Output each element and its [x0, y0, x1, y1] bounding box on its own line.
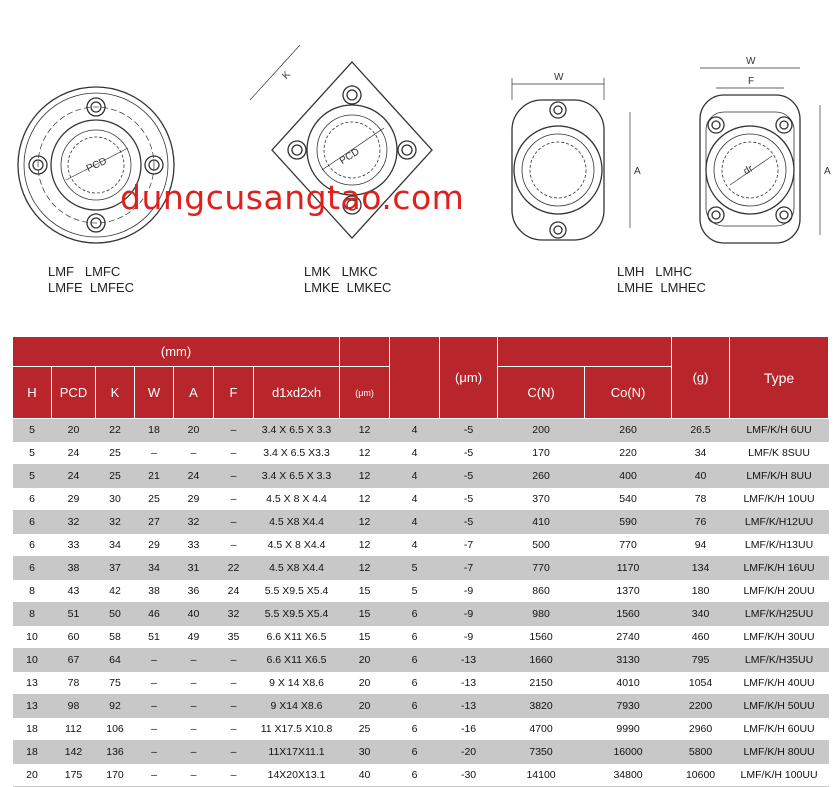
cell-co-n: 260	[585, 419, 672, 442]
cell-co-n: 3130	[585, 649, 672, 672]
cell-c1: 12	[340, 442, 390, 465]
cell-c-n: 500	[498, 534, 585, 557]
cell-c-n: 170	[498, 442, 585, 465]
table-row	[13, 442, 829, 465]
cell-f: –	[214, 511, 254, 534]
cell-c-n: 4700	[498, 718, 585, 741]
cell-w: –	[135, 764, 174, 787]
cell-d1xd2xh: 4.5 X8 X4.4	[254, 511, 340, 534]
cell-k: 22	[96, 419, 135, 442]
w-dimension-label: W	[554, 72, 564, 83]
cell-c2: 5	[390, 557, 440, 580]
cut-flange-drawing	[512, 78, 630, 240]
cell-co-n: 770	[585, 534, 672, 557]
cell-c1: 12	[340, 488, 390, 511]
cell-a: –	[174, 764, 214, 787]
cell-d1xd2xh: 3.4 X 6.5 X 3.3	[254, 419, 340, 442]
cut-flange-model-line-1: LMH LMHC	[617, 264, 693, 279]
cell-d1xd2xh: 3.4 X 6.5 X3.3	[254, 442, 340, 465]
cell-c1: 12	[340, 557, 390, 580]
cell-c1: 15	[340, 626, 390, 649]
cell-type: LMF/K/H 20UU	[730, 580, 829, 603]
cell-c-n: 2150	[498, 672, 585, 695]
cell-h: 5	[13, 465, 52, 488]
cell-c2: 4	[390, 534, 440, 557]
cell-w: –	[135, 718, 174, 741]
cell-c1: 20	[340, 649, 390, 672]
cell-h: 6	[13, 534, 52, 557]
cell-k: 58	[96, 626, 135, 649]
cell-c-n: 410	[498, 511, 585, 534]
cell-d1xd2xh: 4.5 X8 X4.4	[254, 557, 340, 580]
cell-h: 8	[13, 580, 52, 603]
table-row	[13, 626, 829, 649]
cell-a: –	[174, 442, 214, 465]
cell-k: 25	[96, 465, 135, 488]
cell-weight: 1054	[672, 672, 730, 695]
cell-co-n: 7930	[585, 695, 672, 718]
cell-tolerance: -5	[440, 488, 498, 511]
cell-c-n: 370	[498, 488, 585, 511]
cell-h: 8	[13, 603, 52, 626]
cell-pcd: 24	[52, 465, 96, 488]
cut-flange-front-drawing	[700, 68, 820, 243]
table-row	[13, 580, 829, 603]
cell-w: 18	[135, 419, 174, 442]
cell-f: 22	[214, 557, 254, 580]
cell-c1: 20	[340, 695, 390, 718]
cell-tolerance: -7	[440, 557, 498, 580]
cell-co-n: 2740	[585, 626, 672, 649]
cell-weight: 2200	[672, 695, 730, 718]
cell-type: LMF/K/H12UU	[730, 511, 829, 534]
cell-a: 29	[174, 488, 214, 511]
cell-a: 49	[174, 626, 214, 649]
cell-tolerance: -7	[440, 534, 498, 557]
cell-c-n: 980	[498, 603, 585, 626]
cell-c-n: 3820	[498, 695, 585, 718]
cell-k: 75	[96, 672, 135, 695]
cell-w: 34	[135, 557, 174, 580]
table-row	[13, 534, 829, 557]
cell-d1xd2xh: 4.5 X 8 X 4.4	[254, 488, 340, 511]
load-rating-header	[498, 337, 672, 367]
cell-pcd: 20	[52, 419, 96, 442]
cut-flange-model-line-2: LMHE LMHEC	[617, 280, 706, 295]
cell-pcd: 29	[52, 488, 96, 511]
cell-weight: 5800	[672, 741, 730, 764]
cell-pcd: 24	[52, 442, 96, 465]
cell-h: 18	[13, 718, 52, 741]
cell-co-n: 34800	[585, 764, 672, 787]
cell-h: 6	[13, 557, 52, 580]
cell-tolerance: -5	[440, 419, 498, 442]
cell-co-n: 16000	[585, 741, 672, 764]
cell-tolerance: -20	[440, 741, 498, 764]
cell-c1: 25	[340, 718, 390, 741]
cell-c1: 12	[340, 511, 390, 534]
cell-d1xd2xh: 9 X14 X8.6	[254, 695, 340, 718]
cell-pcd: 142	[52, 741, 96, 764]
cell-a: 20	[174, 419, 214, 442]
cell-co-n: 540	[585, 488, 672, 511]
cell-pcd: 78	[52, 672, 96, 695]
cell-c2: 4	[390, 419, 440, 442]
cell-tolerance: -9	[440, 603, 498, 626]
cell-d1xd2xh: 9 X 14 X8.6	[254, 672, 340, 695]
cell-w: 21	[135, 465, 174, 488]
cell-d1xd2xh: 6.6 X11 X6.5	[254, 626, 340, 649]
cell-type: LMF/K/H 80UU	[730, 741, 829, 764]
round-flange-model-line-2: LMFE LMFEC	[48, 280, 134, 295]
cell-k: 136	[96, 741, 135, 764]
cell-weight: 180	[672, 580, 730, 603]
cell-tolerance: -5	[440, 465, 498, 488]
cell-type: LMF/K/H 50UU	[730, 695, 829, 718]
cell-type: LMF/K 8SUU	[730, 442, 829, 465]
cell-a: –	[174, 695, 214, 718]
w-dimension-label-front: W	[746, 56, 756, 67]
cell-c2: 6	[390, 718, 440, 741]
mm-group-header: (mm)	[13, 337, 340, 367]
cell-weight: 795	[672, 649, 730, 672]
cell-pcd: 33	[52, 534, 96, 557]
cell-f: –	[214, 741, 254, 764]
k-dimension-label: K	[280, 69, 293, 82]
cell-co-n: 4010	[585, 672, 672, 695]
cell-type: LMF/K/H 16UU	[730, 557, 829, 580]
cell-h: 18	[13, 741, 52, 764]
cell-w: 27	[135, 511, 174, 534]
cell-co-n: 1170	[585, 557, 672, 580]
cell-k: 30	[96, 488, 135, 511]
cell-k: 106	[96, 718, 135, 741]
tolerance-header: (μm)	[440, 337, 498, 419]
cell-type: LMF/K/H 6UU	[730, 419, 829, 442]
table-row	[13, 649, 829, 672]
cell-f: –	[214, 534, 254, 557]
col-w: W	[135, 367, 174, 419]
cell-c2: 6	[390, 672, 440, 695]
cell-c-n: 1560	[498, 626, 585, 649]
cell-h: 10	[13, 626, 52, 649]
col-k: K	[96, 367, 135, 419]
cell-d1xd2xh: 3.4 X 6.5 X 3.3	[254, 465, 340, 488]
cell-weight: 134	[672, 557, 730, 580]
cell-c2: 5	[390, 580, 440, 603]
table-row	[13, 764, 829, 787]
cell-c2: 6	[390, 741, 440, 764]
cell-w: 38	[135, 580, 174, 603]
cell-type: LMF/K/H 8UU	[730, 465, 829, 488]
cell-w: 51	[135, 626, 174, 649]
cell-w: –	[135, 442, 174, 465]
cell-c1: 12	[340, 534, 390, 557]
cell-a: –	[174, 649, 214, 672]
cell-d1xd2xh: 4.5 X 8 X4.4	[254, 534, 340, 557]
cell-c-n: 260	[498, 465, 585, 488]
cell-co-n: 1370	[585, 580, 672, 603]
cell-a: 33	[174, 534, 214, 557]
cell-c-n: 860	[498, 580, 585, 603]
cell-c1: 15	[340, 603, 390, 626]
cell-weight: 76	[672, 511, 730, 534]
cell-d1xd2xh: 11 X17.5 X10.8	[254, 718, 340, 741]
table-row	[13, 511, 829, 534]
cell-tolerance: -13	[440, 695, 498, 718]
a-dimension-label: A	[634, 166, 641, 177]
cell-tolerance: -16	[440, 718, 498, 741]
cell-weight: 40	[672, 465, 730, 488]
col-dynamic-load: C(N)	[498, 367, 585, 419]
cell-h: 10	[13, 649, 52, 672]
cell-d1xd2xh: 5.5 X9.5 X5.4	[254, 580, 340, 603]
cell-weight: 340	[672, 603, 730, 626]
cell-c-n: 200	[498, 419, 585, 442]
cell-f: –	[214, 672, 254, 695]
cell-c2: 4	[390, 488, 440, 511]
col-static-load: Co(N)	[585, 367, 672, 419]
cell-h: 6	[13, 511, 52, 534]
cell-type: LMF/K/H 100UU	[730, 764, 829, 787]
cell-f: –	[214, 442, 254, 465]
cell-a: 36	[174, 580, 214, 603]
cell-w: 46	[135, 603, 174, 626]
cell-f: –	[214, 488, 254, 511]
cell-k: 32	[96, 511, 135, 534]
cell-k: 64	[96, 649, 135, 672]
cell-type: LMF/K/H 30UU	[730, 626, 829, 649]
cell-k: 42	[96, 580, 135, 603]
dr-dimension-label: dr	[741, 163, 756, 178]
table-row	[13, 603, 829, 626]
cell-h: 5	[13, 442, 52, 465]
cell-a: 31	[174, 557, 214, 580]
cell-c2: 4	[390, 442, 440, 465]
cell-a: –	[174, 672, 214, 695]
round-flange-model-line-1: LMF LMFC	[48, 264, 121, 279]
cell-f: –	[214, 419, 254, 442]
cell-weight: 460	[672, 626, 730, 649]
cell-tolerance: -9	[440, 626, 498, 649]
cell-type: LMF/K/H35UU	[730, 649, 829, 672]
cell-f: –	[214, 718, 254, 741]
cell-pcd: 98	[52, 695, 96, 718]
cell-type: LMF/K/H 40UU	[730, 672, 829, 695]
spec-table	[12, 336, 829, 787]
cell-d1xd2xh: 11X17X11.1	[254, 741, 340, 764]
cell-c2: 6	[390, 649, 440, 672]
cell-c-n: 7350	[498, 741, 585, 764]
cell-co-n: 590	[585, 511, 672, 534]
cell-k: 37	[96, 557, 135, 580]
cell-k: 34	[96, 534, 135, 557]
cell-tolerance: -13	[440, 672, 498, 695]
col-a: A	[174, 367, 214, 419]
type-header: Type	[730, 337, 829, 419]
cell-k: 170	[96, 764, 135, 787]
cell-pcd: 60	[52, 626, 96, 649]
cell-d1xd2xh: 5.5 X9.5 X5.4	[254, 603, 340, 626]
table-row	[13, 741, 829, 764]
cell-c1: 12	[340, 419, 390, 442]
cell-c2: 6	[390, 626, 440, 649]
cell-h: 5	[13, 419, 52, 442]
cell-h: 20	[13, 764, 52, 787]
header-blank-2	[390, 337, 440, 419]
cell-f: –	[214, 465, 254, 488]
col-f: F	[214, 367, 254, 419]
cell-c-n: 1660	[498, 649, 585, 672]
cell-c1: 20	[340, 672, 390, 695]
cell-d1xd2xh: 6.6 X11 X6.5	[254, 649, 340, 672]
cell-type: LMF/K/H25UU	[730, 603, 829, 626]
cell-h: 6	[13, 488, 52, 511]
cell-type: LMF/K/H 10UU	[730, 488, 829, 511]
cell-c1: 15	[340, 580, 390, 603]
f-dimension-label: F	[748, 76, 755, 87]
col-pcd: PCD	[52, 367, 96, 419]
cell-tolerance: -30	[440, 764, 498, 787]
cell-weight: 94	[672, 534, 730, 557]
cell-a: –	[174, 718, 214, 741]
cell-a: 40	[174, 603, 214, 626]
cell-c2: 6	[390, 695, 440, 718]
cell-weight: 78	[672, 488, 730, 511]
cell-f: –	[214, 764, 254, 787]
cell-tolerance: -5	[440, 511, 498, 534]
cell-k: 92	[96, 695, 135, 718]
cell-w: –	[135, 741, 174, 764]
cell-pcd: 112	[52, 718, 96, 741]
table-row	[13, 695, 829, 718]
cell-c-n: 14100	[498, 764, 585, 787]
cell-f: 32	[214, 603, 254, 626]
cell-weight: 10600	[672, 764, 730, 787]
watermark-text: dungcusangtao.com	[120, 178, 465, 217]
cell-f: –	[214, 649, 254, 672]
cell-a: –	[174, 741, 214, 764]
cell-c1: 30	[340, 741, 390, 764]
cell-pcd: 67	[52, 649, 96, 672]
cell-co-n: 1560	[585, 603, 672, 626]
cell-a: 24	[174, 465, 214, 488]
cell-h: 13	[13, 672, 52, 695]
cell-w: –	[135, 672, 174, 695]
cell-co-n: 400	[585, 465, 672, 488]
cell-pcd: 43	[52, 580, 96, 603]
cell-f: –	[214, 695, 254, 718]
cell-w: 29	[135, 534, 174, 557]
table-row	[13, 419, 829, 442]
pcd-label-round: PCD	[84, 155, 109, 175]
col-h: H	[13, 367, 52, 419]
col-d1xd2xh: d1xd2xh	[254, 367, 340, 419]
square-flange-model-line-1: LMK LMKC	[304, 264, 378, 279]
table-row	[13, 672, 829, 695]
cell-c1: 12	[340, 465, 390, 488]
cell-c2: 4	[390, 511, 440, 534]
cell-pcd: 38	[52, 557, 96, 580]
weight-header: (g)	[672, 337, 730, 419]
cell-f: 35	[214, 626, 254, 649]
cell-c-n: 770	[498, 557, 585, 580]
spec-table-body	[13, 419, 829, 787]
header-blank-1	[340, 337, 390, 367]
cell-w: 25	[135, 488, 174, 511]
cell-d1xd2xh: 14X20X13.1	[254, 764, 340, 787]
cell-weight: 2960	[672, 718, 730, 741]
cell-h: 13	[13, 695, 52, 718]
table-row	[13, 557, 829, 580]
a-dimension-label-front: A	[824, 166, 831, 177]
square-flange-model-line-2: LMKE LMKEC	[304, 280, 392, 295]
cell-type: LMF/K/H 60UU	[730, 718, 829, 741]
cell-w: –	[135, 695, 174, 718]
table-row	[13, 488, 829, 511]
cell-tolerance: -13	[440, 649, 498, 672]
cell-w: –	[135, 649, 174, 672]
pcd-label-square: PCD	[337, 146, 362, 167]
cell-k: 50	[96, 603, 135, 626]
cell-c2: 4	[390, 465, 440, 488]
cell-c2: 6	[390, 764, 440, 787]
col-tolerance-unit: (μm)	[340, 367, 390, 419]
cell-a: 32	[174, 511, 214, 534]
cell-co-n: 9990	[585, 718, 672, 741]
cell-weight: 34	[672, 442, 730, 465]
cell-pcd: 175	[52, 764, 96, 787]
cell-pcd: 51	[52, 603, 96, 626]
cell-type: LMF/K/H13UU	[730, 534, 829, 557]
cell-c1: 40	[340, 764, 390, 787]
table-row	[13, 718, 829, 741]
table-row	[13, 465, 829, 488]
cell-pcd: 32	[52, 511, 96, 534]
cell-tolerance: -5	[440, 442, 498, 465]
cell-tolerance: -9	[440, 580, 498, 603]
technical-drawings	[0, 0, 840, 320]
cell-f: 24	[214, 580, 254, 603]
cell-co-n: 220	[585, 442, 672, 465]
cell-c2: 6	[390, 603, 440, 626]
cell-k: 25	[96, 442, 135, 465]
cell-weight: 26.5	[672, 419, 730, 442]
